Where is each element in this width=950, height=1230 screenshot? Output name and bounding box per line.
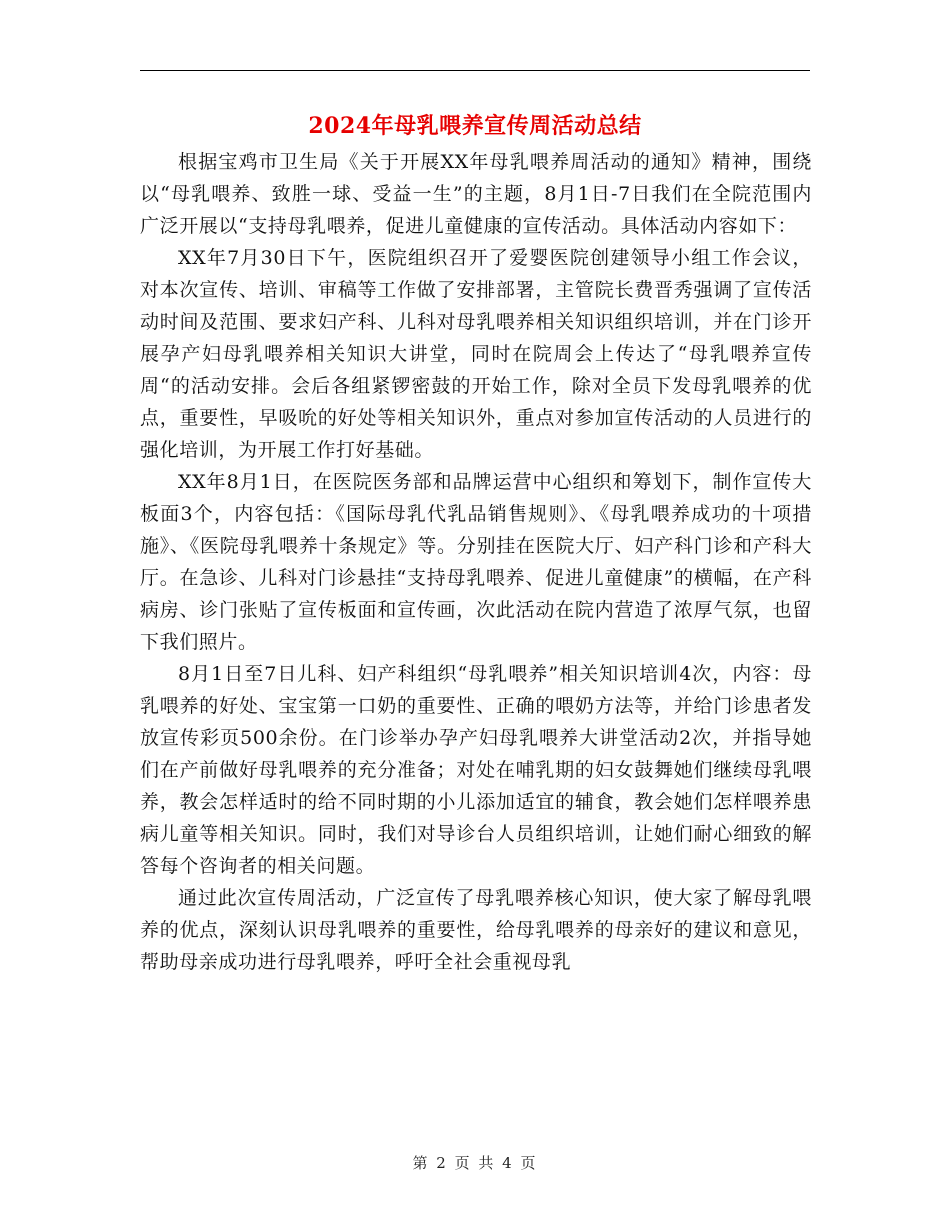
page-footer	[0, 1152, 950, 1173]
paragraph-3: XX年8月1日，在医院医务部和品牌运营中心组织和筹划下，制作宣传大板面3个，内容包括：《国际母乳代乳品销售规则》、《母乳喂养成功的十项措施》、《医院母乳喂养十条规定》等。分别挂在医院大厅、妇产科门诊和产科大厅。在急诊、儿科对门诊悬挂“支持母乳喂养、促进儿童健康”的横幅，在产科病房、诊门张贴了宣传板面和宣传画，次此活动在院内营造了浓厚气氛，也留下我们照片。	[140, 471, 812, 653]
paragraph-5: 通过此次宣传周活动，广泛宣传了母乳喂养核心知识，使大家了解母乳喂养的优点，深刻认识母乳喂养的重要性，给母乳喂养的母亲好的建议和意见，帮助母亲成功进行母乳喂养，呼吁全社会重视母乳	[140, 887, 812, 973]
paragraph-2: XX年7月30日下午，医院组织召开了爱婴医院创建领导小组工作会议，对本次宣传、培训、审稿等工作做了安排部署，主管院长费晋秀强调了宣传活动时间及范围、要求妇产科、儿科对母乳喂养相关知识组织培训，并在门诊开展孕产妇母乳喂养相关知识大讲堂，同时在院周会上传达了“母乳喂养宣传周“的活动安排。会后各组紧锣密鼓的开始工作，除对全员下发母乳喂养的优点，重要性，早吸吮的好处等相关知识外，重点对参加宣传活动的人员进行的强化培训，为开展工作打好基础。	[140, 247, 812, 461]
document-body	[140, 146, 812, 978]
paragraph-1: 根据宝鸡市卫生局《关于开展XX年母乳喂养周活动的通知》精神，围绕以“母乳喂养、致胜一球、受益一生”的主题，8月1日-7日我们在全院范围内广泛开展以“支持母乳喂养，促进儿童健康的宣传活动。具体活动内容如下：	[140, 151, 812, 237]
paragraph-4: 8月1日至7日儿科、妇产科组织“母乳喂养”相关知识培训4次，内容：母乳喂养的好处、宝宝第一口奶的重要性、正确的喂奶方法等，并给门诊患者发放宣传彩页500余份。在门诊举办孕产妇母乳喂养大讲堂活动2次，并指导她们在产前做好母乳喂养的充分准备；对处在哺乳期的妇女鼓舞她们继续母乳喂养，教会怎样适时的给不同时期的小儿添加适宜的辅食，教会她们怎样喂养患病儿童等相关知识。同时，我们对导诊台人员组织培训，让她们耐心细致的解答每个咨询者的相关问题。	[140, 663, 812, 877]
document-title: 2024年母乳喂养宣传周活动总结	[308, 113, 642, 139]
page-number-label: 第 2 页 共 4 页	[412, 1154, 538, 1172]
header-rule	[140, 70, 810, 71]
